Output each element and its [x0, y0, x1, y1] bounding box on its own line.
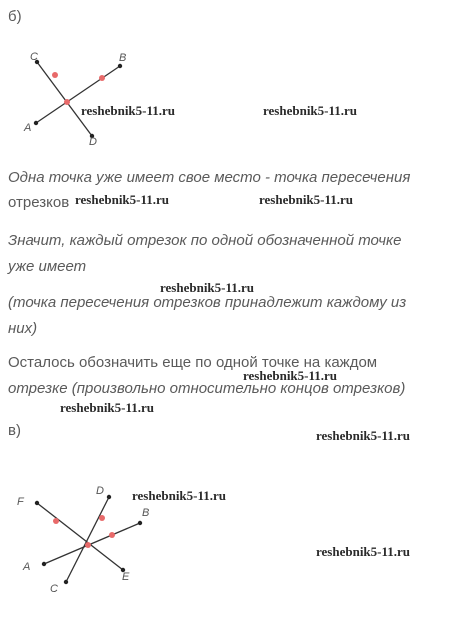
segment-ab: [44, 523, 140, 564]
label-a: A: [24, 122, 32, 134]
endpoint: [138, 521, 142, 525]
label-b: B: [119, 52, 127, 64]
paragraph-3-line-2: них): [8, 320, 38, 337]
marked-point: [52, 72, 58, 78]
watermark: reshebnik5-11.ru: [75, 192, 170, 207]
label-c: C: [50, 583, 58, 595]
endpoint: [118, 64, 122, 68]
segment-cd: [37, 62, 92, 136]
section-v-label: в): [8, 422, 21, 439]
intersection-point: [64, 99, 70, 105]
marked-point: [99, 75, 105, 81]
watermark: reshebnik5-11.ru: [160, 280, 255, 295]
intersection-point: [85, 542, 91, 548]
label-e: E: [122, 571, 130, 583]
section-b-label: б): [8, 8, 22, 25]
watermark: reshebnik5-11.ru: [316, 544, 411, 559]
watermark: reshebnik5-11.ru: [263, 103, 358, 118]
paragraph-1-line-1: Одна точка уже имеет свое место - точка пересечения: [8, 169, 411, 186]
label-b: B: [142, 507, 150, 519]
watermark: reshebnik5-11.ru: [316, 428, 411, 443]
watermark: reshebnik5-11.ru: [60, 400, 155, 415]
endpoint: [34, 121, 38, 125]
watermark: reshebnik5-11.ru: [81, 103, 176, 118]
watermark: reshebnik5-11.ru: [132, 488, 227, 503]
paragraph-3-line-1: (точка пересечения отрезков принадлежит каждому из: [8, 294, 407, 311]
marked-point: [53, 518, 59, 524]
paragraph-2-line-2: уже имеет: [8, 258, 87, 275]
label-c: C: [30, 51, 38, 63]
label-a: A: [23, 561, 31, 573]
label-f: F: [17, 496, 24, 508]
marked-point: [99, 515, 105, 521]
marked-point: [109, 532, 115, 538]
label-d: D: [89, 136, 97, 148]
figure-v: [17, 485, 149, 595]
endpoint: [42, 562, 46, 566]
endpoint: [35, 501, 39, 505]
figure-b: [23, 51, 126, 148]
paragraph-4-line-1: Осталось обозначить еще по одной точке на каждом: [8, 354, 378, 371]
endpoint: [64, 580, 68, 584]
paragraph-2-line-1: Значит, каждый отрезок по одной обозначенной точке: [8, 232, 402, 249]
endpoint: [107, 495, 111, 499]
paragraph-1-line-2: отрезков: [8, 194, 70, 211]
watermark: reshebnik5-11.ru: [259, 192, 354, 207]
label-d: D: [96, 485, 104, 497]
paragraph-4-line-2: отрезке (произвольно относительно концов отрезков): [8, 380, 406, 397]
watermark: reshebnik5-11.ru: [243, 368, 338, 383]
